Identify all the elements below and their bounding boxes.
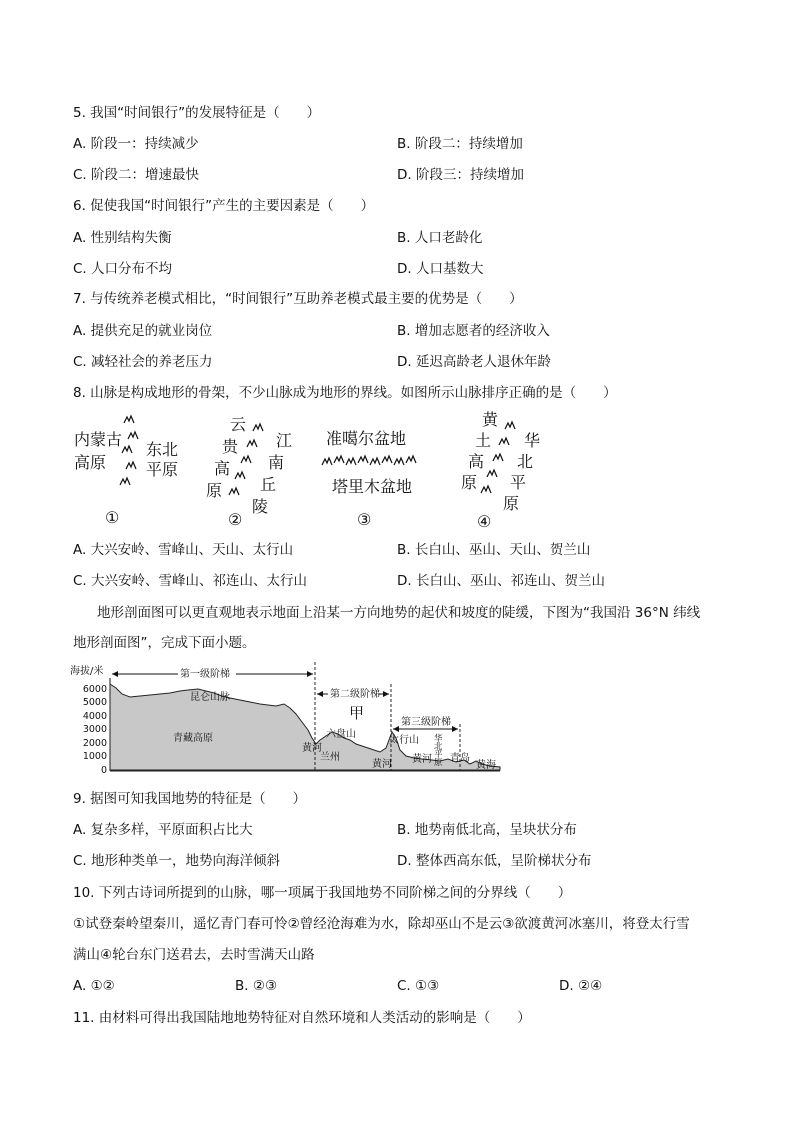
q10-option-a[interactable]: A. ①② [73, 978, 115, 994]
svg-text:丘: 丘 [260, 475, 277, 494]
huanghe-label-2: 黄河 [372, 759, 392, 770]
svg-text:原: 原 [503, 494, 520, 513]
mountain-panel-3 [322, 429, 416, 529]
p2-number: ② [228, 510, 243, 529]
question-10-stem: 10. 下列古诗词所提到的山脉，哪一项属于我国地势不同阶梯之间的分界线（ ） [73, 885, 572, 901]
svg-text:2000: 2000 [82, 738, 107, 749]
lanzhou-label: 兰州 [320, 752, 340, 763]
liupan-label: 六盘山 [326, 729, 356, 740]
q6-option-c[interactable]: C. 人口分布不均 [73, 261, 173, 277]
svg-text:原: 原 [434, 758, 443, 768]
q9-option-b[interactable]: B. 地势南低北高，呈块状分布 [397, 822, 577, 838]
p3-bottom: 塔里木盆地 [332, 477, 413, 496]
svg-text:土: 土 [475, 431, 492, 450]
q9-option-d[interactable]: D. 整体西高东低，呈阶梯状分布 [397, 853, 592, 869]
mountain-figure [70, 408, 540, 534]
q6-option-a[interactable]: A. 性别结构失衡 [73, 230, 172, 246]
p4-number: ④ [477, 512, 492, 531]
svg-text:4000: 4000 [82, 711, 107, 722]
q10-option-c[interactable]: C. ①③ [397, 978, 440, 994]
p1-left1: 内蒙古 [74, 430, 123, 449]
q10-option-b[interactable]: B. ②③ [235, 978, 278, 994]
taihang-label: 太行山 [389, 735, 419, 746]
question-6-stem: 6. 促使我国“时间银行”产生的主要因素是（ ） [73, 198, 375, 214]
p3-number: ③ [357, 510, 372, 529]
p1-number: ① [105, 508, 120, 527]
svg-text:贵: 贵 [222, 437, 239, 456]
svg-text:0: 0 [100, 765, 107, 776]
step1-label: 第一级阶梯 [180, 669, 230, 680]
svg-text:6000: 6000 [82, 684, 107, 695]
q9-option-a[interactable]: A. 复杂多样，平原面积占比大 [73, 822, 253, 838]
p1-left2: 高原 [74, 453, 107, 472]
intro-line-2: 地形剖面图”，完成下面小题。 [73, 635, 256, 651]
svg-text:平: 平 [510, 473, 527, 492]
question-5-stem: 5. 我国“时间银行”的发展特征是（ ） [73, 105, 321, 121]
svg-text:华: 华 [434, 734, 443, 744]
svg-text:北: 北 [517, 452, 534, 471]
q10-poem-line-1: ①试登秦岭望秦川，遥忆青门春可怜②曾经沧海难为水，除却巫山不是云③欲渡黄河冰塞川，将登太行雪 [73, 916, 690, 932]
mountain-panel-4 [461, 410, 540, 531]
q9-option-c[interactable]: C. 地形种类单一，地势向海洋倾斜 [73, 853, 281, 869]
mountain-panel-2 [206, 415, 292, 529]
svg-text:陵: 陵 [252, 497, 269, 516]
qingdao-label: 青岛 [450, 753, 470, 764]
q8-option-a[interactable]: A. 大兴安岭、雪峰山、天山、太行山 [73, 542, 294, 558]
qinghai-label: 青藏高原 [173, 733, 213, 744]
huanghe-label-1: 黄河 [302, 743, 322, 754]
q7-option-b[interactable]: B. 增加志愿者的经济收入 [397, 323, 550, 339]
profile-ylabel: 海拔/米 [70, 666, 104, 677]
huanghai-label: 黄海 [476, 760, 496, 771]
q5-option-b[interactable]: B. 阶段二：持续增加 [397, 136, 523, 152]
huanghe-label-3: 黄河 [412, 754, 432, 765]
svg-text:高: 高 [468, 452, 485, 471]
svg-text:华: 华 [524, 431, 540, 450]
svg-text:黄: 黄 [482, 410, 499, 429]
q7-option-d[interactable]: D. 延迟高龄老人退休年龄 [397, 354, 551, 370]
q5-option-d[interactable]: D. 阶段三：持续增加 [397, 167, 524, 183]
svg-text:平: 平 [434, 750, 443, 760]
q7-option-a[interactable]: A. 提供充足的就业岗位 [73, 323, 213, 339]
p3-top: 准噶尔盆地 [326, 429, 407, 448]
q8-option-d[interactable]: D. 长白山、巫山、祁连山、贺兰山 [397, 573, 605, 589]
terrain-profile [70, 660, 510, 778]
svg-text:3000: 3000 [82, 724, 107, 735]
svg-text:北: 北 [434, 742, 443, 752]
huabei-label [434, 733, 443, 768]
q8-option-c[interactable]: C. 大兴安岭、雪峰山、祁连山、太行山 [73, 573, 308, 589]
q5-option-a[interactable]: A. 阶段一：持续减少 [73, 136, 199, 152]
mountain-panel-1 [74, 416, 178, 527]
kunlun-label: 昆仑山脉 [190, 692, 230, 703]
q8-option-b[interactable]: B. 长白山、巫山、天山、贺兰山 [397, 542, 591, 558]
svg-text:云: 云 [230, 415, 247, 434]
p1-right2: 平原 [146, 460, 179, 479]
q7-option-c[interactable]: C. 减轻社会的养老压力 [73, 354, 213, 370]
svg-text:原: 原 [206, 481, 223, 500]
question-11-stem: 11. 由材料可得出我国陆地地势特征对自然环境和人类活动的影响是（ ） [73, 1010, 531, 1026]
p1-right1: 东北 [146, 440, 179, 459]
svg-text:1000: 1000 [82, 751, 107, 762]
q10-poem-line-2: 满山④轮台东门送君去，去时雪满天山路 [73, 947, 315, 963]
svg-text:原: 原 [461, 473, 478, 492]
jia-label: 甲 [349, 704, 365, 722]
q6-option-d[interactable]: D. 人口基数大 [397, 261, 484, 277]
svg-text:江: 江 [276, 431, 293, 450]
step3-label: 第三级阶梯 [401, 717, 451, 728]
q10-option-d[interactable]: D. ②④ [559, 978, 603, 994]
question-8-stem: 8. 山脉是构成地形的骨架，不少山脉成为地形的界线。如图所示山脉排序正确的是（ ） [73, 385, 617, 401]
svg-text:高: 高 [214, 459, 231, 478]
step2-label: 第二级阶梯 [330, 689, 380, 700]
svg-text:南: 南 [268, 453, 285, 472]
intro-line-1: 地形剖面图可以更直观地表示地面上沿某一方向地势的起伏和坡度的陡缓，下图为“我国沿 36°N 纬线 [97, 605, 701, 621]
question-7-stem: 7. 与传统养老模式相比，“时间银行”互助养老模式最主要的优势是（ ） [73, 291, 523, 307]
svg-text:5000: 5000 [82, 697, 107, 708]
q6-option-b[interactable]: B. 人口老龄化 [397, 230, 483, 246]
question-9-stem: 9. 据图可知我国地势的特征是（ ） [73, 791, 307, 807]
q5-option-c[interactable]: C. 阶段二：增速最快 [73, 167, 200, 183]
